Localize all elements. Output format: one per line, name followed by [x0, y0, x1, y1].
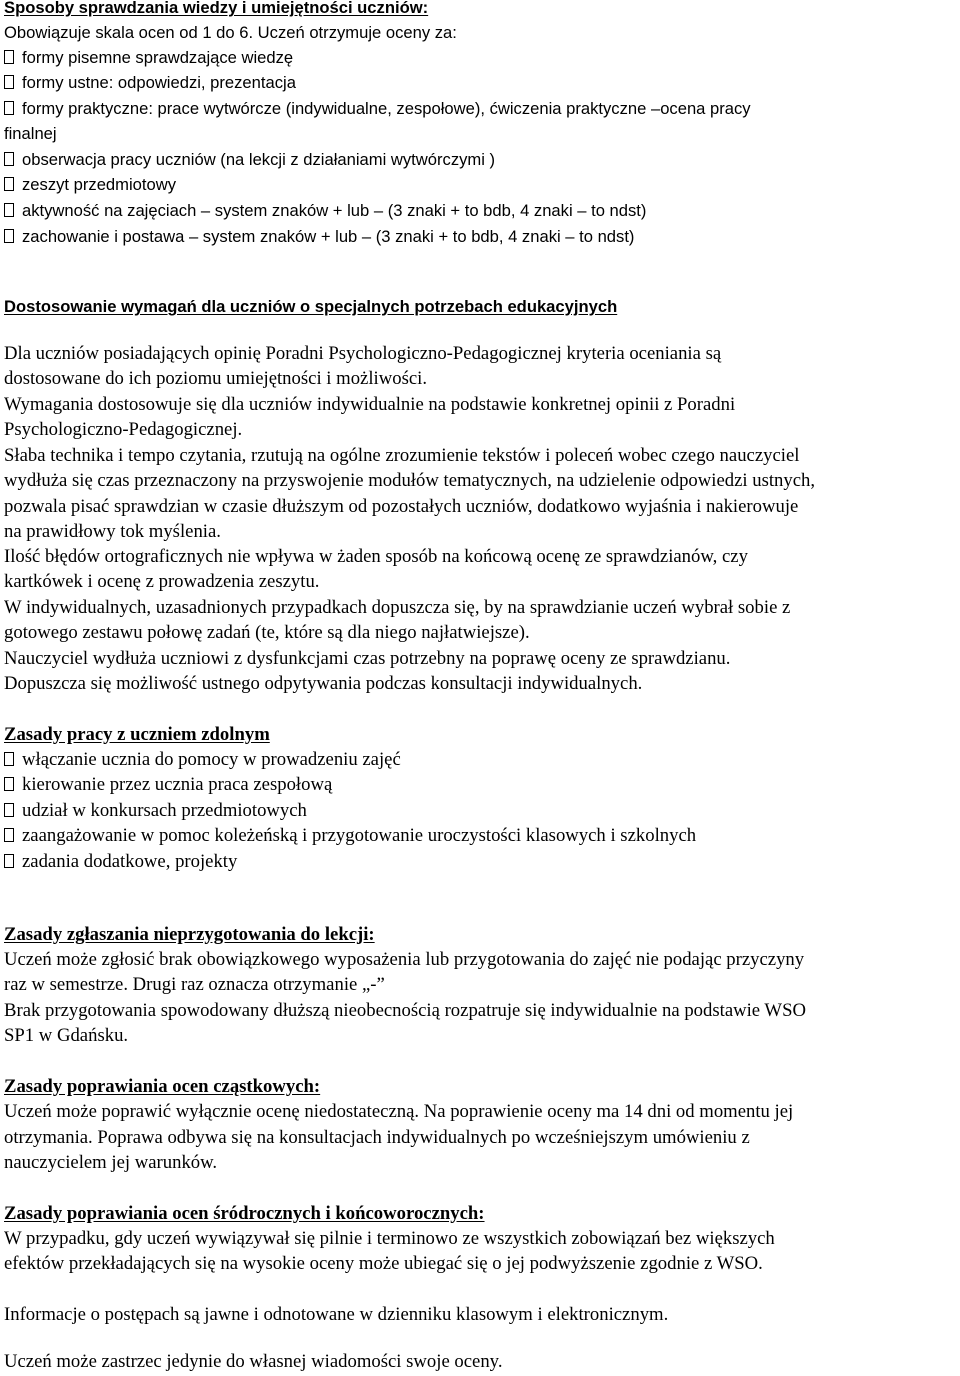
list-item: zaangażowanie w pomoc koleżeńską i przygotowanie uroczystości klasowych i szkolnych	[4, 824, 696, 848]
list-item: formy praktyczne: prace wytwórcze (indywidualne, zespołowe), ćwiczenia praktyczne –ocena pracy	[4, 97, 751, 121]
paragraph-line: W indywidualnych, uzasadnionych przypadkach dopuszcza się, by na sprawdzianie uczeń wybrał sobie z	[4, 597, 791, 618]
paragraph-line: Nauczyciel wydłuża uczniowi z dysfunkcjami czas potrzebny na poprawę oceny ze sprawdzianu.	[4, 648, 731, 669]
list-item: formy ustne: odpowiedzi, prezentacja	[4, 71, 296, 95]
bullet-box-icon	[4, 50, 14, 64]
section-heading-special-needs: Dostosowanie wymagań dla uczniów o specjalnych potrzebach edukacyjnych	[4, 297, 618, 316]
paragraph-line: W przypadku, gdy uczeń wywiązywał się pilnie i terminowo ze wszystkich zobowiązań bez większych	[4, 1228, 775, 1249]
section-heading-gifted-students: Zasady pracy z uczniem zdolnym	[4, 724, 270, 745]
list-item: kierowanie przez ucznia praca zespołową	[4, 773, 332, 797]
bullet-box-icon	[4, 803, 14, 817]
info-paragraph: Informacje o postępach są jawne i odnotowane w dzienniku klasowym i elektronicznym.	[4, 1304, 669, 1325]
section-heading-unpreparedness: Zasady zgłaszania nieprzygotowania do lekcji:	[4, 924, 375, 945]
paragraph-line: nauczycielem jej warunków.	[4, 1152, 218, 1173]
list-item: zachowanie i postawa – system znaków + lub – (3 znaki + to bdb, 4 znaki – to ndst)	[4, 225, 634, 249]
list-item: zadania dodatkowe, projekty	[4, 850, 237, 874]
list-item: zeszyt przedmiotowy	[4, 173, 176, 197]
bullet-box-icon	[4, 203, 14, 217]
paragraph-line: Uczeń może zgłosić brak obowiązkowego wyposażenia lub przygotowania do zajęć nie podając przyczyny	[4, 949, 805, 970]
list-item: obserwacja pracy uczniów (na lekcji z działaniami wytwórczymi )	[4, 148, 495, 172]
paragraph-line: Dla uczniów posiadających opinię Poradni Psychologiczno-Pedagogicznej kryteria oceniania są	[4, 343, 722, 364]
paragraph-line: SP1 w Gdańsku.	[4, 1025, 129, 1046]
paragraph-line: Psychologiczno-Pedagogicznej.	[4, 419, 243, 440]
list-item: włączanie ucznia do pomocy w prowadzeniu zajęć	[4, 748, 401, 772]
section-heading-assessment-methods: Sposoby sprawdzania wiedzy i umiejętności uczniów:	[4, 0, 429, 17]
paragraph-line: kartkówek i ocenę z prowadzenia zeszytu.	[4, 571, 320, 592]
paragraph-line: efektów przekładających się na wysokie oceny może ubiegać się o jej podwyższenie zgodnie z WSO.	[4, 1253, 763, 1274]
paragraph-line: otrzymania. Poprawa odbywa się na konsultacjach indywidualnych po wcześniejszym umówieniu z	[4, 1127, 750, 1148]
paragraph-line: Dopuszcza się możliwość ustnego odpytywania podczas konsultacji indywidualnych.	[4, 673, 643, 694]
paragraph-line: wydłuża się czas przeznaczony na przyswojenie modułów tematycznych, na udzielenie odpowiedzi ustnych,	[4, 470, 816, 491]
assessment-intro: Obowiązuje skala ocen od 1 do 6. Uczeń otrzymuje oceny za:	[4, 23, 457, 42]
bullet-box-icon	[4, 752, 14, 766]
paragraph-line: na prawidłowy tok myślenia.	[4, 521, 221, 542]
bullet-box-icon	[4, 177, 14, 191]
bullet-box-icon	[4, 229, 14, 243]
list-item-continuation: finalnej	[4, 124, 57, 143]
paragraph-line: Słaba technika i tempo czytania, rzutują na ogólne zrozumienie tekstów i poleceń wobec czego nauczyciel	[4, 445, 800, 466]
paragraph-line: pozwala pisać sprawdzian w czasie dłuższym od pozostałych uczniów, dodatkowo wyjaśnia i nakierowuje	[4, 496, 799, 517]
list-item: udział w konkursach przedmiotowych	[4, 799, 307, 823]
paragraph-line: Ilość błędów ortograficznych nie wpływa w żaden sposób na końcową ocenę ze sprawdzianów, czy	[4, 546, 748, 567]
bullet-box-icon	[4, 777, 14, 791]
section-heading-term-grades: Zasady poprawiania ocen śródrocznych i końcoworocznych:	[4, 1203, 485, 1224]
list-item: aktywność na zajęciach – system znaków + lub – (3 znaki + to bdb, 4 znaki – to ndst)	[4, 199, 646, 223]
list-item: formy pisemne sprawdzające wiedzę	[4, 46, 293, 70]
paragraph-line: Brak przygotowania spowodowany dłuższą nieobecnością rozpatruje się indywidualnie na podstawie WSO	[4, 1000, 806, 1021]
paragraph-line: gotowego zestawu połowę zadań (te, które są dla niego najłatwiejsze).	[4, 622, 530, 643]
paragraph-line: Uczeń może poprawić wyłącznie ocenę niedostateczną. Na poprawienie oceny ma 14 dni od momentu jej	[4, 1101, 794, 1122]
bullet-box-icon	[4, 75, 14, 89]
paragraph-line: Wymagania dostosowuje się dla uczniów indywidualnie na podstawie konkretnej opinii z Poradni	[4, 394, 736, 415]
bullet-box-icon	[4, 828, 14, 842]
bullet-box-icon	[4, 101, 14, 115]
closing-paragraph: Uczeń może zastrzec jedynie do własnej wiadomości swoje oceny.	[4, 1351, 503, 1372]
bullet-box-icon	[4, 152, 14, 166]
paragraph-line: raz w semestrze. Drugi raz oznacza otrzymanie „-”	[4, 974, 385, 995]
section-heading-partial-grades: Zasady poprawiania ocen cząstkowych:	[4, 1076, 321, 1097]
paragraph-line: dostosowane do ich poziomu umiejętności i możliwości.	[4, 368, 427, 389]
bullet-box-icon	[4, 854, 14, 868]
